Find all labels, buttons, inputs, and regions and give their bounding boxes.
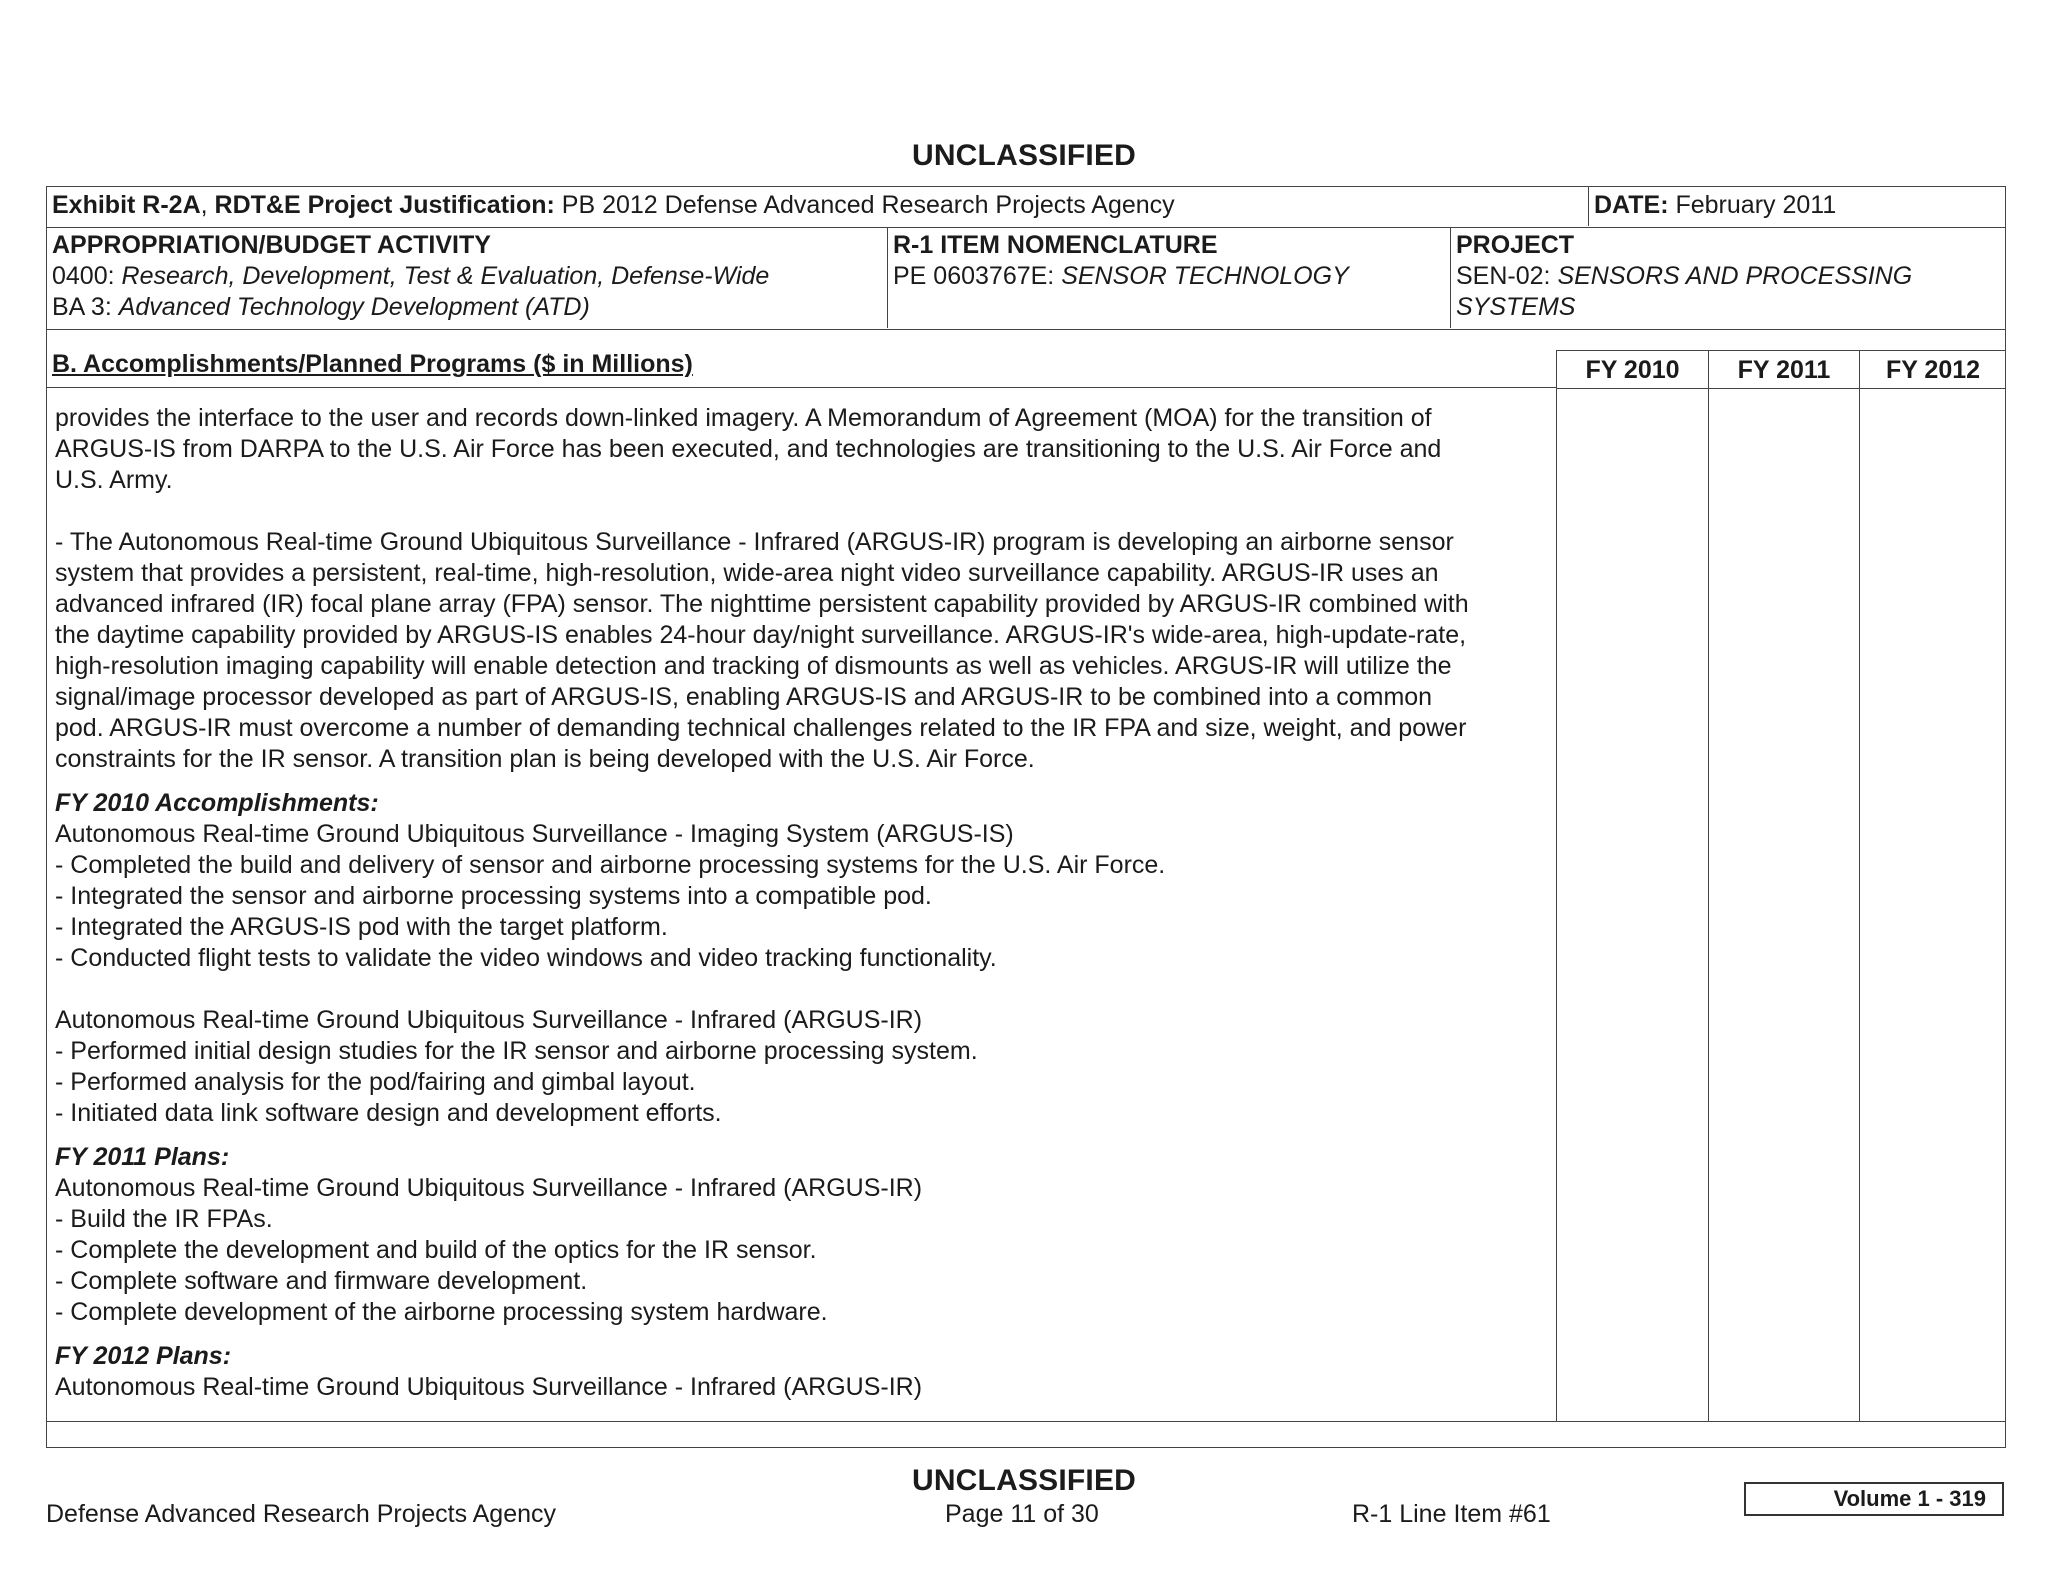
project-line1 <box>1456 261 2006 292</box>
appropriation-code-2: BA 3: <box>52 293 119 321</box>
fy-column-header: FY 2011 <box>1709 351 1859 389</box>
r1-item-cell <box>887 227 1450 328</box>
date-cell <box>1588 187 2006 226</box>
r1-item-code: PE 0603767E: <box>893 262 1062 290</box>
appropriation-name-2: Advanced Technology Development (ATD) <box>118 293 590 321</box>
exhibit-frame <box>46 186 2006 1448</box>
fy-column-header: FY 2010 <box>1557 351 1708 389</box>
text-line: provides the interface to the user and records down-linked imagery. A Memorandum of Agreement (MOA) for the transition of <box>55 404 1432 432</box>
rdte-value: PB 2012 Defense Advanced Research Projects Agency <box>554 191 1175 219</box>
text-line: system that provides a persistent, real-time, high-resolution, wide-area night video surveillance capability. ARGUS-IR uses an <box>55 559 1439 587</box>
list-item: - Integrated the sensor and airborne processing systems into a compatible pod. <box>55 882 932 910</box>
list-item: - Build the IR FPAs. <box>55 1205 273 1233</box>
text-line: advanced infrared (IR) focal plane array (FPA) sensor. The nighttime persistent capability provided by ARGUS-IR combined with <box>55 590 1469 618</box>
table-bottom-line <box>47 1421 2005 1422</box>
footer-page-number: Page 11 of 30 <box>945 1500 1099 1528</box>
project-name-2: SYSTEMS <box>1456 293 1576 321</box>
text-line: ARGUS-IS from DARPA to the U.S. Air Force has been executed, and technologies are transitioning to the U.S. Air Force and <box>55 435 1442 463</box>
text-line: constraints for the IR sensor. A transition plan is being developed with the U.S. Air Force. <box>55 745 1035 773</box>
fy-column-header: FY 2012 <box>1860 351 2006 389</box>
exhibit-title <box>52 191 1175 220</box>
list-item: - Conducted flight tests to validate the video windows and video tracking functionality. <box>55 944 997 972</box>
section-body <box>55 403 1555 1403</box>
text-line: signal/image processor developed as part of ARGUS-IS, enabling ARGUS-IS and ARGUS-IR to be combined into a common <box>55 683 1433 711</box>
spacer <box>55 496 1555 527</box>
date-label: DATE: <box>1594 191 1669 219</box>
project-name-1: SENSORS AND PROCESSING <box>1557 262 1913 290</box>
text-line: pod. ARGUS-IR must overcome a number of demanding technical challenges related to the IR FPA and size, weight, and power <box>55 714 1467 742</box>
list-item: - Integrated the ARGUS-IS pod with the target platform. <box>55 913 668 941</box>
exhibit-label: Exhibit R-2A <box>52 191 201 219</box>
text-line: Autonomous Real-time Ground Ubiquitous Surveillance - Infrared (ARGUS-IR) <box>55 1006 923 1034</box>
text-line: high-resolution imaging capability will enable detection and tracking of dismounts as well as vehicles. ARGUS-IR will utilize the <box>55 652 1452 680</box>
text-line: Autonomous Real-time Ground Ubiquitous Surveillance - Infrared (ARGUS-IR) <box>55 1174 923 1202</box>
fy-column-2012 <box>1859 350 2006 1422</box>
classification-top: UNCLASSIFIED <box>911 139 1137 172</box>
text-line: Autonomous Real-time Ground Ubiquitous Surveillance - Infrared (ARGUS-IR) <box>55 1373 923 1401</box>
list-item: - Initiated data link software design and development efforts. <box>55 1099 722 1127</box>
volume-box: Volume 1 - 319 <box>1744 1482 2004 1516</box>
text-line: the daytime capability provided by ARGUS-IS enables 24-hour day/night surveillance. ARGUS-IR's wide-area, high-update-rate, <box>55 621 1467 649</box>
fy2012-heading: FY 2012 Plans: <box>55 1342 232 1370</box>
appropriation-name-1: Research, Development, Test & Evaluation, Defense-Wide <box>121 262 770 290</box>
list-item: - Performed initial design studies for the IR sensor and airborne processing system. <box>55 1037 978 1065</box>
exhibit-header-row <box>47 187 2005 228</box>
fy2010-heading: FY 2010 Accomplishments: <box>55 789 379 817</box>
fy2011-heading: FY 2011 Plans: <box>55 1143 230 1171</box>
r1-item-line <box>893 261 1450 292</box>
fy-column-2011 <box>1708 350 1859 1422</box>
list-item: - Complete the development and build of the optics for the IR sensor. <box>55 1236 817 1264</box>
footer-r1-line-item: R-1 Line Item #61 <box>1352 1500 1551 1528</box>
spacer <box>55 1328 1555 1341</box>
section-title: B. Accomplishments/Planned Programs ($ in Millions) <box>52 350 693 378</box>
date-value: February 2011 <box>1668 191 1837 219</box>
project-label: PROJECT <box>1456 231 1575 259</box>
r1-item-name: SENSOR TECHNOLOGY <box>1061 262 1349 290</box>
list-item: - Completed the build and delivery of sensor and airborne processing systems for the U.S. Air Force. <box>55 851 1166 879</box>
appropriation-line2 <box>52 292 887 323</box>
appropriation-label: APPROPRIATION/BUDGET ACTIVITY <box>52 231 491 259</box>
list-item: - Complete software and firmware development. <box>55 1267 588 1295</box>
nomenclature-row <box>47 227 2005 330</box>
appropriation-code-1: 0400: <box>52 262 122 290</box>
spacer <box>55 775 1555 788</box>
text-line: - The Autonomous Real-time Ground Ubiquitous Surveillance - Infrared (ARGUS-IR) program is developing an airborne sensor <box>55 528 1454 556</box>
section-divider <box>47 387 1557 388</box>
spacer <box>55 974 1555 1005</box>
rdte-label: RDT&E Project Justification: <box>214 191 555 219</box>
project-code: SEN-02: <box>1456 262 1558 290</box>
project-cell <box>1450 227 2006 328</box>
r1-item-label: R-1 ITEM NOMENCLATURE <box>893 231 1218 259</box>
appropriation-cell <box>47 227 887 328</box>
footer-agency: Defense Advanced Research Projects Agency <box>46 1500 557 1528</box>
classification-bottom: UNCLASSIFIED <box>911 1464 1137 1497</box>
list-item: - Performed analysis for the pod/fairing and gimbal layout. <box>55 1068 696 1096</box>
appropriation-line1 <box>52 261 887 292</box>
list-item: - Complete development of the airborne processing system hardware. <box>55 1298 828 1326</box>
exhibit-sep: , <box>200 191 215 219</box>
spacer <box>55 1129 1555 1142</box>
text-line: U.S. Army. <box>55 466 173 494</box>
text-line: Autonomous Real-time Ground Ubiquitous Surveillance - Imaging System (ARGUS-IS) <box>55 820 1014 848</box>
fy-column-2010 <box>1556 350 1708 1422</box>
